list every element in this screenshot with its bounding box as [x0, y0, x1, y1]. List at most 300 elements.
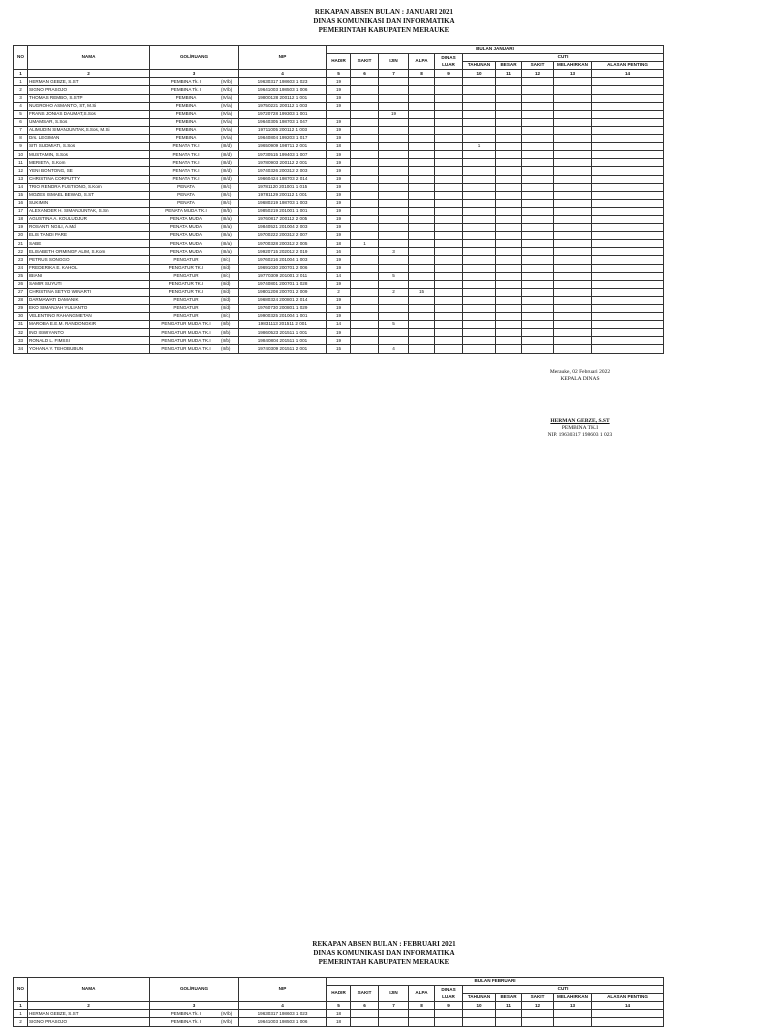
cell-nip: 19740326 200312 2 003 [239, 167, 327, 175]
cell-dl [435, 183, 463, 191]
cell-ruang: (IV/b) [221, 1010, 233, 1016]
cell-hadir: 19 [327, 199, 351, 207]
column-number: 7 [379, 1002, 409, 1010]
cell-golongan: PENATA [177, 200, 195, 206]
column-number: 1 [14, 1002, 28, 1010]
cell-alpa [409, 175, 435, 183]
cell-ruang: (III/a) [221, 224, 232, 230]
cell-hadir: 19 [327, 207, 351, 215]
cell-alpa [409, 151, 435, 159]
cell-csakit [522, 232, 554, 240]
cell-sakit [351, 1010, 379, 1018]
cell-ruang: (III/c) [221, 183, 232, 189]
cell-alasan [592, 199, 664, 207]
cell-golongan: PENATA TK.I [172, 167, 200, 173]
cell-nama: SIGNO PRASOJO [28, 1018, 150, 1026]
cell-ruang: (III/d) [221, 175, 232, 181]
cell-hadir: 18 [327, 240, 351, 248]
cell-no: 1 [14, 1010, 28, 1018]
cell-alpa [409, 78, 435, 86]
cell-lahir [554, 224, 592, 232]
cell-besar [496, 272, 522, 280]
cell-sakit [351, 296, 379, 304]
cell-izin: 5 [379, 321, 409, 329]
cell-alasan [592, 288, 664, 296]
cell-dl [435, 118, 463, 126]
cell-golongan: PEMBINA [175, 119, 197, 125]
col-dinas-luar: DINAS LUAR [435, 54, 463, 70]
cell-besar [496, 313, 522, 321]
cell-dl [435, 135, 463, 143]
cell-alpa [409, 143, 435, 151]
cell-gol-ruang [150, 264, 239, 272]
cell-besar [496, 118, 522, 126]
cell-sakit [351, 159, 379, 167]
cell-izin [379, 1018, 409, 1026]
cell-lahir [554, 143, 592, 151]
cell-csakit [522, 151, 554, 159]
cell-ruang: (IV/a) [221, 102, 233, 108]
cell-dl [435, 313, 463, 321]
cell-hadir: 19 [327, 151, 351, 159]
cell-nip: 19840804 201511 1 001 [239, 337, 327, 345]
cell-nip: 19641003 198503 1 006 [239, 1018, 327, 1026]
cell-hadir: 19 [327, 102, 351, 110]
cell-tahunan [463, 215, 496, 223]
cell-tahunan [463, 264, 496, 272]
cell-no: 31 [14, 321, 28, 329]
cell-lahir [554, 191, 592, 199]
cell-hadir: 19 [327, 167, 351, 175]
cell-no: 19 [14, 224, 28, 232]
cell-gol-ruang [150, 110, 239, 118]
cell-gol-ruang [150, 345, 239, 353]
cell-sakit [351, 272, 379, 280]
cell-besar [496, 126, 522, 134]
cell-hadir: 19 [327, 118, 351, 126]
column-number: 13 [554, 1002, 592, 1010]
cell-dl [435, 296, 463, 304]
cell-alasan [592, 224, 664, 232]
col-alpa: ALPA [409, 986, 435, 1002]
cell-alpa [409, 256, 435, 264]
table-row [14, 199, 664, 207]
col-cuti-alasan: ALASAN PENTING [592, 994, 664, 1002]
cell-alpa [409, 135, 435, 143]
cell-izin [379, 167, 409, 175]
cell-alpa [409, 280, 435, 288]
cell-lahir [554, 183, 592, 191]
cell-no: 33 [14, 337, 28, 345]
cell-nama: CHRISTINA CORPUTTY [28, 175, 150, 183]
cell-dl [435, 1010, 463, 1018]
cell-no: 30 [14, 313, 28, 321]
cell-besar [496, 321, 522, 329]
cell-lahir [554, 240, 592, 248]
cell-dl [435, 256, 463, 264]
signature-name: HERMAN GEBZE, S.ST [550, 418, 610, 424]
cell-ruang: (IV/a) [221, 127, 233, 133]
cell-gol-ruang [150, 1018, 239, 1026]
cell-nama: INO ISWIYANTO [28, 329, 150, 337]
table-row [14, 313, 664, 321]
cell-tahunan [463, 151, 496, 159]
cell-tahunan [463, 191, 496, 199]
cell-besar [496, 288, 522, 296]
report-government: PEMERINTAH KABUPATEN MERAUKE [318, 958, 450, 966]
table-row [14, 215, 664, 223]
cell-gol-ruang [150, 224, 239, 232]
cell-gol-ruang [150, 175, 239, 183]
cell-sakit [351, 126, 379, 134]
cell-ruang: (II/c) [221, 272, 231, 278]
cell-dl [435, 199, 463, 207]
cell-nama: MERIETA, S.Kom [28, 159, 150, 167]
cell-dl [435, 240, 463, 248]
cell-nip: 19720728 199303 1 001 [239, 110, 327, 118]
cell-ruang: (II/b) [221, 345, 231, 351]
report-agency: DINAS KOMUNIKASI DAN INFORMATIKA [313, 949, 455, 957]
cell-dl [435, 175, 463, 183]
cell-alasan [592, 159, 664, 167]
cell-golongan: PENGATUR MUDA TK.I [161, 345, 211, 351]
cell-besar [496, 102, 522, 110]
table-row [14, 232, 664, 240]
cell-tahunan [463, 199, 496, 207]
cell-csakit [522, 296, 554, 304]
cell-gol-ruang [150, 143, 239, 151]
cell-alpa [409, 126, 435, 134]
cell-sakit [351, 151, 379, 159]
cell-no: 26 [14, 280, 28, 288]
cell-alasan [592, 337, 664, 345]
col-nama: NAMA [28, 46, 150, 70]
cell-alasan [592, 143, 664, 151]
cell-besar [496, 256, 522, 264]
cell-no: 6 [14, 118, 28, 126]
cell-hadir: 18 [327, 1010, 351, 1018]
cell-alpa [409, 207, 435, 215]
cell-nip: 19680324 200801 2 014 [239, 296, 327, 304]
cell-no: 2 [14, 86, 28, 94]
cell-dl [435, 86, 463, 94]
table-row [14, 296, 664, 304]
cell-nama: HERMAN GEBZE, S.ST [28, 1010, 150, 1018]
cell-nip: 19850219 201001 1 001 [239, 207, 327, 215]
cell-ruang: (II/d) [221, 289, 231, 295]
col-gol: GOL/RUANG [150, 978, 239, 1002]
cell-izin [379, 86, 409, 94]
cell-nip: 19831113 201511 2 001 [239, 321, 327, 329]
cell-nip: 19740801 200701 1 028 [239, 280, 327, 288]
cell-alpa [409, 240, 435, 248]
column-number-row [14, 70, 664, 78]
cell-alasan [592, 313, 664, 321]
cell-besar [496, 86, 522, 94]
cell-golongan: PENGATUR [173, 272, 199, 278]
col-cuti-alasan: ALASAN PENTING [592, 62, 664, 70]
cell-nip: 19640804 199203 1 017 [239, 135, 327, 143]
cell-alpa [409, 215, 435, 223]
cell-besar [496, 345, 522, 353]
cell-no: 3 [14, 94, 28, 102]
cell-hadir: 19 [327, 264, 351, 272]
report-header-january [0, 8, 768, 35]
cell-nip: 19781129 200112 1 001 [239, 191, 327, 199]
col-izin: IJIN [379, 986, 409, 1002]
cell-tahunan [463, 1010, 496, 1018]
cell-dl [435, 78, 463, 86]
table-row [14, 78, 664, 86]
cell-gol-ruang [150, 1010, 239, 1018]
cell-sakit [351, 1018, 379, 1026]
cell-sakit [351, 199, 379, 207]
cell-dl [435, 159, 463, 167]
cell-gol-ruang [150, 135, 239, 143]
attendance-table-february [13, 977, 664, 1027]
cell-no: 22 [14, 248, 28, 256]
cell-lahir [554, 321, 592, 329]
cell-izin [379, 151, 409, 159]
cell-sakit [351, 321, 379, 329]
cell-tahunan [463, 240, 496, 248]
table-row [14, 288, 664, 296]
cell-besar [496, 78, 522, 86]
cell-gol-ruang [150, 78, 239, 86]
cell-golongan: PENGATUR MUDA TK.I [161, 337, 211, 343]
cell-izin [379, 183, 409, 191]
cell-csakit [522, 143, 554, 151]
cell-no: 17 [14, 207, 28, 215]
cell-hadir: 2 [327, 288, 351, 296]
table-row [14, 1010, 664, 1018]
cell-golongan: PENGATUR [173, 297, 199, 303]
cell-sakit [351, 345, 379, 353]
cell-csakit [522, 135, 554, 143]
cell-alasan [592, 151, 664, 159]
cell-golongan: PENATA TK.I [172, 175, 200, 181]
col-hadir: HADIR [327, 54, 351, 70]
cell-tahunan [463, 296, 496, 304]
cell-csakit [522, 313, 554, 321]
cell-no: 2 [14, 1018, 28, 1026]
cell-dl [435, 151, 463, 159]
cell-golongan: PEMBINA [175, 102, 197, 108]
cell-izin [379, 118, 409, 126]
cell-nama: MOZES ISMAEL BEWAD, S.ST [28, 191, 150, 199]
cell-dl [435, 215, 463, 223]
cell-sakit [351, 167, 379, 175]
col-cuti-sakit: SAKIT [522, 62, 554, 70]
cell-besar [496, 207, 522, 215]
cell-golongan: PENGATUR [173, 305, 199, 311]
report-government: PEMERINTAH KABUPATEN MERAUKE [318, 26, 450, 34]
col-nama: NAMA [28, 978, 150, 1002]
cell-nama: SIGNO PRASOJO [28, 86, 150, 94]
cell-nama: TRIO RENDRA FUSTIONO, S.Kom [28, 183, 150, 191]
cell-golongan: PENATA TK.I [172, 151, 200, 157]
cell-dl [435, 264, 463, 272]
table-row [14, 102, 664, 110]
cell-besar [496, 296, 522, 304]
table-row [14, 207, 664, 215]
table-row [14, 159, 664, 167]
cell-izin: 19 [379, 110, 409, 118]
cell-izin [379, 191, 409, 199]
cell-no: 13 [14, 175, 28, 183]
col-cuti-melahirkan: MELAHIRKAN [554, 62, 592, 70]
cell-hadir: 19 [327, 86, 351, 94]
cell-alpa [409, 248, 435, 256]
cell-gol-ruang [150, 329, 239, 337]
cell-sakit [351, 248, 379, 256]
cell-nip: 19700328 200312 2 005 [239, 240, 327, 248]
cell-izin [379, 126, 409, 134]
cell-gol-ruang [150, 94, 239, 102]
cell-nama: UMAMSAR, S.Sos [28, 118, 150, 126]
cell-hadir: 16 [327, 248, 351, 256]
column-number: 14 [592, 1002, 664, 1010]
cell-gol-ruang [150, 102, 239, 110]
cell-besar [496, 264, 522, 272]
cell-nama: ROSANTI NGILI, A.Md [28, 224, 150, 232]
cell-no: 8 [14, 135, 28, 143]
cell-nama: EKO SIMANJAH YULIANTO [28, 305, 150, 313]
column-number: 3 [150, 70, 239, 78]
cell-ruang: (III/d) [221, 143, 232, 149]
cell-tahunan [463, 280, 496, 288]
cell-besar [496, 151, 522, 159]
cell-lahir [554, 1018, 592, 1026]
cell-alasan [592, 183, 664, 191]
cell-izin [379, 329, 409, 337]
col-hadir: HADIR [327, 986, 351, 1002]
column-number: 2 [28, 1002, 150, 1010]
cell-ruang: (IV/b) [221, 78, 233, 84]
table-row [14, 183, 664, 191]
cell-alasan [592, 167, 664, 175]
col-sakit: SAKIT [351, 986, 379, 1002]
month-header: BULAN FEBRUARI [327, 978, 664, 986]
cell-sakit [351, 215, 379, 223]
report-header-february [0, 940, 768, 967]
cell-tahunan [463, 86, 496, 94]
cell-gol-ruang [150, 313, 239, 321]
cell-lahir [554, 337, 592, 345]
cell-alasan [592, 240, 664, 248]
cell-golongan: PENGATUR MUDA TK.I [161, 329, 211, 335]
cell-golongan: PEMBINA [175, 135, 197, 141]
cell-csakit [522, 264, 554, 272]
cell-izin [379, 1010, 409, 1018]
column-number: 4 [239, 1002, 327, 1010]
table-row [14, 272, 664, 280]
cell-nip: 19780903 200112 2 001 [239, 159, 327, 167]
col-no: NO [14, 46, 28, 70]
cell-csakit [522, 126, 554, 134]
table-row [14, 167, 664, 175]
col-cuti-sakit: SAKIT [522, 994, 554, 1002]
cell-alasan [592, 94, 664, 102]
cell-no: 27 [14, 288, 28, 296]
cell-besar [496, 280, 522, 288]
cell-izin [379, 232, 409, 240]
cell-ruang: (III/b) [221, 208, 232, 214]
cell-gol-ruang [150, 191, 239, 199]
cell-izin [379, 102, 409, 110]
cell-izin [379, 280, 409, 288]
cell-golongan: PENATA MUDA [169, 232, 203, 238]
cell-csakit [522, 321, 554, 329]
cell-besar [496, 215, 522, 223]
cell-hadir: 19 [327, 159, 351, 167]
table-row [14, 151, 664, 159]
cell-ruang: (IV/a) [221, 111, 233, 117]
cell-csakit [522, 337, 554, 345]
cell-ruang: (III/a) [221, 216, 232, 222]
cell-alasan [592, 118, 664, 126]
cell-lahir [554, 272, 592, 280]
col-nip: NIP [239, 978, 327, 1002]
table-row [14, 240, 664, 248]
cell-lahir [554, 313, 592, 321]
cell-ruang: (II/c) [221, 256, 231, 262]
cell-csakit [522, 272, 554, 280]
cell-alasan [592, 232, 664, 240]
cell-sakit [351, 280, 379, 288]
table-row [14, 118, 664, 126]
cell-ruang: (III/a) [221, 240, 232, 246]
cell-dl [435, 191, 463, 199]
cell-nama: Drs. LEGIMAN [28, 135, 150, 143]
cell-izin [379, 94, 409, 102]
cell-gol-ruang [150, 272, 239, 280]
cell-golongan: PEMBINA [175, 127, 197, 133]
cell-no: 12 [14, 167, 28, 175]
cell-gol-ruang [150, 159, 239, 167]
cell-tahunan [463, 337, 496, 345]
cell-golongan: PENATA MUDA [169, 224, 203, 230]
cell-nama: FRANS JONIAS DAUMAT,S.Sos [28, 110, 150, 118]
month-header: BULAN JANUARI [327, 46, 664, 54]
cell-nama: YOHANA Y. TEHOBUBUN [28, 345, 150, 353]
cell-nip: 19691030 200701 2 006 [239, 264, 327, 272]
cell-sakit [351, 313, 379, 321]
cell-nip: 19860523 201511 1 001 [239, 329, 327, 337]
cell-tahunan [463, 167, 496, 175]
table-row [14, 110, 664, 118]
cell-hadir: 19 [327, 175, 351, 183]
cell-besar [496, 191, 522, 199]
cell-gol-ruang [150, 248, 239, 256]
cell-tahunan [463, 102, 496, 110]
col-cuti-tahunan: TAHUNAN [463, 994, 496, 1002]
col-izin: IJIN [379, 54, 409, 70]
cell-alpa [409, 118, 435, 126]
cell-golongan: PENATA MUDA TK.I [165, 208, 207, 214]
cell-no: 7 [14, 126, 28, 134]
cell-izin [379, 135, 409, 143]
column-number: 14 [592, 70, 664, 78]
cell-no: 14 [14, 183, 28, 191]
cell-csakit [522, 159, 554, 167]
cell-izin [379, 215, 409, 223]
cell-lahir [554, 78, 592, 86]
column-number: 3 [150, 1002, 239, 1010]
cell-alasan [592, 272, 664, 280]
cell-golongan: PEMBINA Tk. I [170, 1018, 202, 1024]
cell-izin [379, 313, 409, 321]
